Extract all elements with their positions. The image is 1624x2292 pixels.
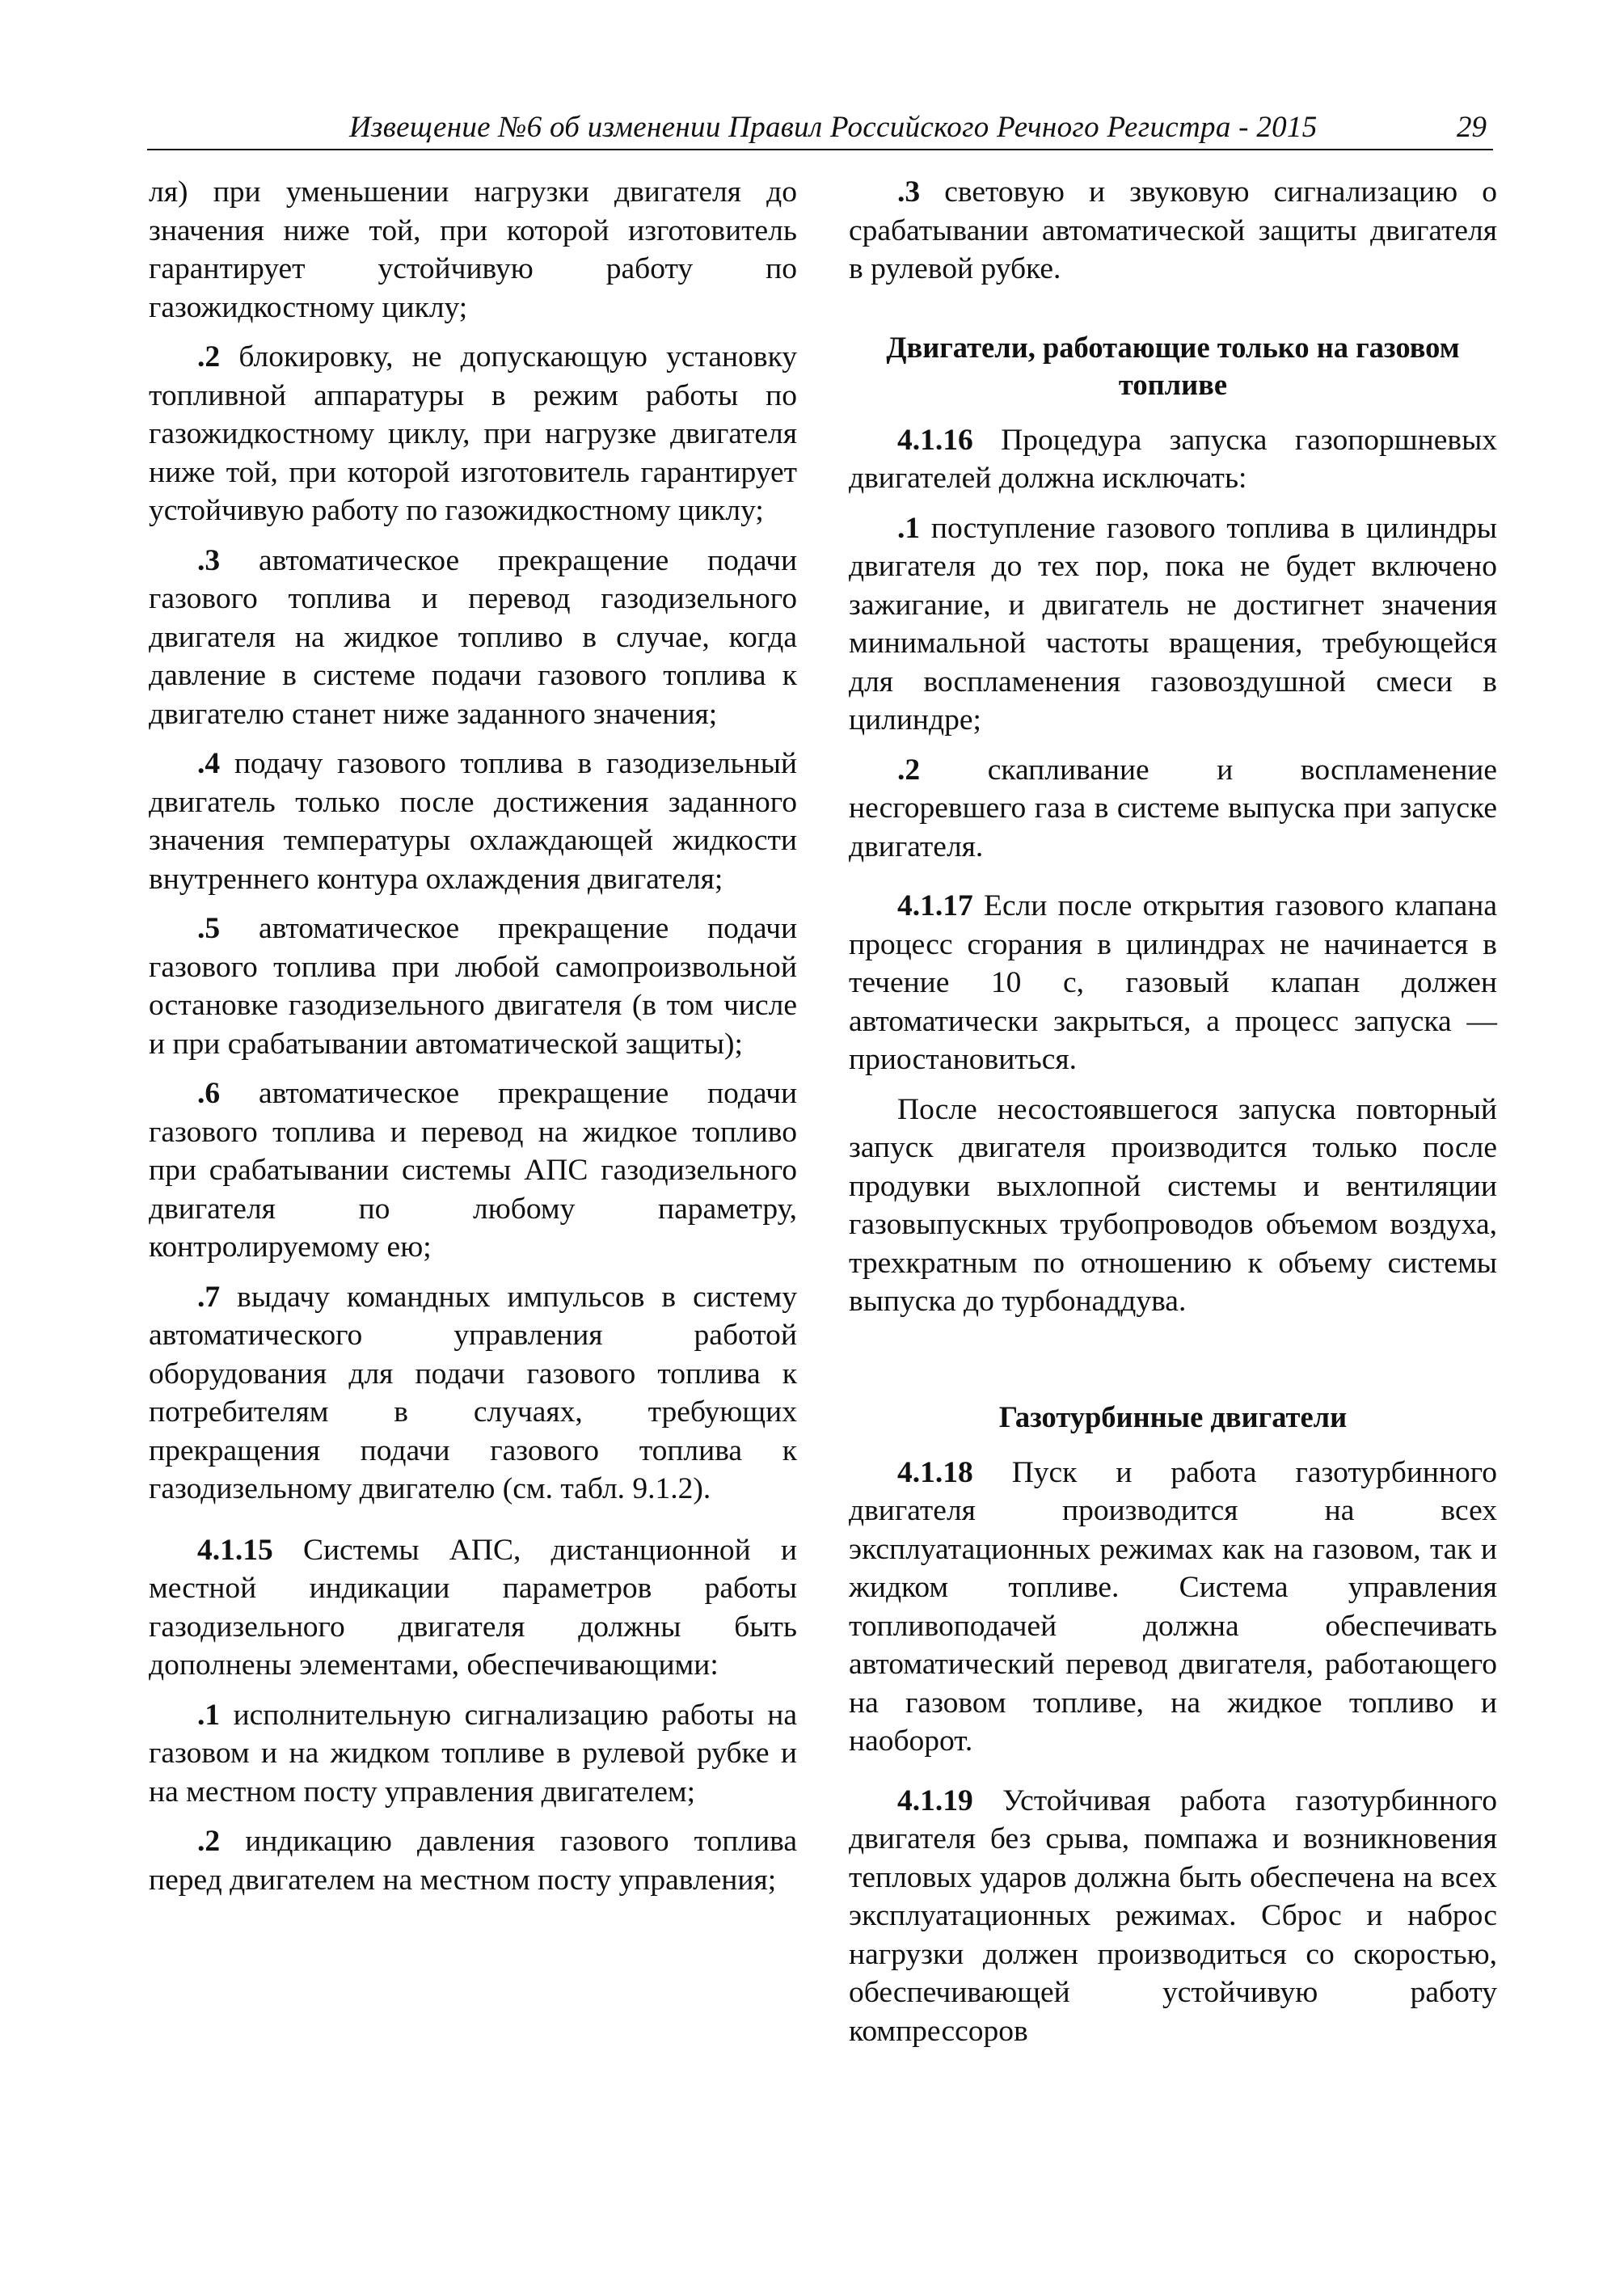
paragraph-continuation: ля) при уменьшении нагрузки двигателя до значения ниже той, при которой изготовитель гарантирует устойчивую работу по газожидкостному циклу; [149,175,797,324]
list-item: .4 подачу газового топлива в газодизельный двигатель только после достижения заданного значения температуры охлаждающей жидкости внутреннего контура охлаждения двигателя; [149,747,797,896]
document-title: Извещение №6 об изменении Правил Российского Речного Регистра - 2015 [349,111,1318,144]
page-number: 29 [1457,111,1487,144]
clause-4-1-15: 4.1.15 Системы АПС, дистанционной и местной индикации параметров работы газодизельного двигателя должны быть дополнены элементами, обеспечивающими: [149,1533,797,1682]
right-column [849,173,1497,2062]
list-item: .2 скапливание и воспламенение несгоревшего газа в системе выпуска при запуске двигателя. [849,753,1498,863]
clause-4-1-17: 4.1.17 Если после открытия газового клапана процесс сгорания в цилиндрах не начинается в течение 10 с, газовый клапан должен автоматически закрыться, а процесс запуска — приостановиться. [849,889,1498,1076]
clause-4-1-19: 4.1.19 Устойчивая работа газотурбинного двигателя без срыва, помпажа и возникновения тепловых ударов должна быть обеспечена на всех эксплуатационных режимах. Сброс и наброс нагрузки должен производиться со скоростью, обеспечивающей устойчивую работу компрессоров [849,1783,1498,2048]
list-item: .1 поступление газового топлива в цилиндры двигателя до тех пор, пока не будет включено зажигание, и двигатель не достигнет значения минимальной частоты вращения, требующейся для воспламенения газовоздушной смеси в цилиндре; [849,511,1497,737]
list-item: .2 блокировку, не допускающую установку топливной аппаратуры в режим работы по газожидкостному циклу, при нагрузке двигателя ниже той, при которой изготовитель гарантирует устойчивую работу по газожидкостному циклу; [149,340,798,527]
list-item: .2 индикацию давления газового топлива перед двигателем на местном посту управления; [149,1825,798,1897]
left-column [149,173,797,1910]
running-header [147,108,1493,150]
list-item: .1 исполнительную сигнализацию работы на газовом и на жидком топливе в рулевой рубке и на местном посту управления двигателем; [149,1698,797,1809]
clause-4-1-16: 4.1.16 Процедура запуска газопоршневых двигателей должна исключать: [849,423,1498,495]
list-item: .6 автоматическое прекращение подачи газового топлива и перевод на жидкое топливо при срабатывании системы АПС газодизельного двигателя по любому параметру, контролируемому ею; [149,1077,798,1264]
section-heading-gas-turbine: Газотурбинные двигатели [998,1399,1348,1433]
list-item: .3 световую и звуковую сигнализацию о срабатывании автоматической защиты двигателя в рулевой рубке. [849,175,1497,285]
list-item: .5 автоматическое прекращение подачи газового топлива при любой самопроизвольной остановке газодизельного двигателя (в том числе и при срабатывании автоматической защиты); [149,912,798,1061]
list-item: .7 выдачу командных импульсов в систему автоматического управления работой оборудования для подачи газового топлива к потребителям в случаях, требующих прекращения подачи газового топлива к газодизельному двигателю (см. табл. 9.1.2). [149,1280,798,1505]
clause-4-1-18: 4.1.18 Пуск и работа газотурбинного двигателя производится на всех эксплуатационных режимах как на газовом, так и жидком топливе. Система управления топливоподачей должна обеспечивать автоматический перевод двигателя, работающего на газовом топливе, на жидкое топливо и наоборот. [849,1455,1498,1758]
section-heading-gas-engines: Двигатели, работающие только на газовом топливе [886,330,1460,401]
list-item: .3 автоматическое прекращение подачи газового топлива и перевод газодизельного двигателя на жидкое топливо в случае, когда давление в системе подачи газового топлива к двигателю станет ниже заданного значения; [149,543,798,731]
paragraph: После несостоявшегося запуска повторный запуск двигателя производится только после продувки выхлопной системы и вентиляции газовыпускных трубопроводов объемом воздуха, трехкратным по отношению к объему системы выпуска до турбонаддува. [849,1092,1497,1318]
